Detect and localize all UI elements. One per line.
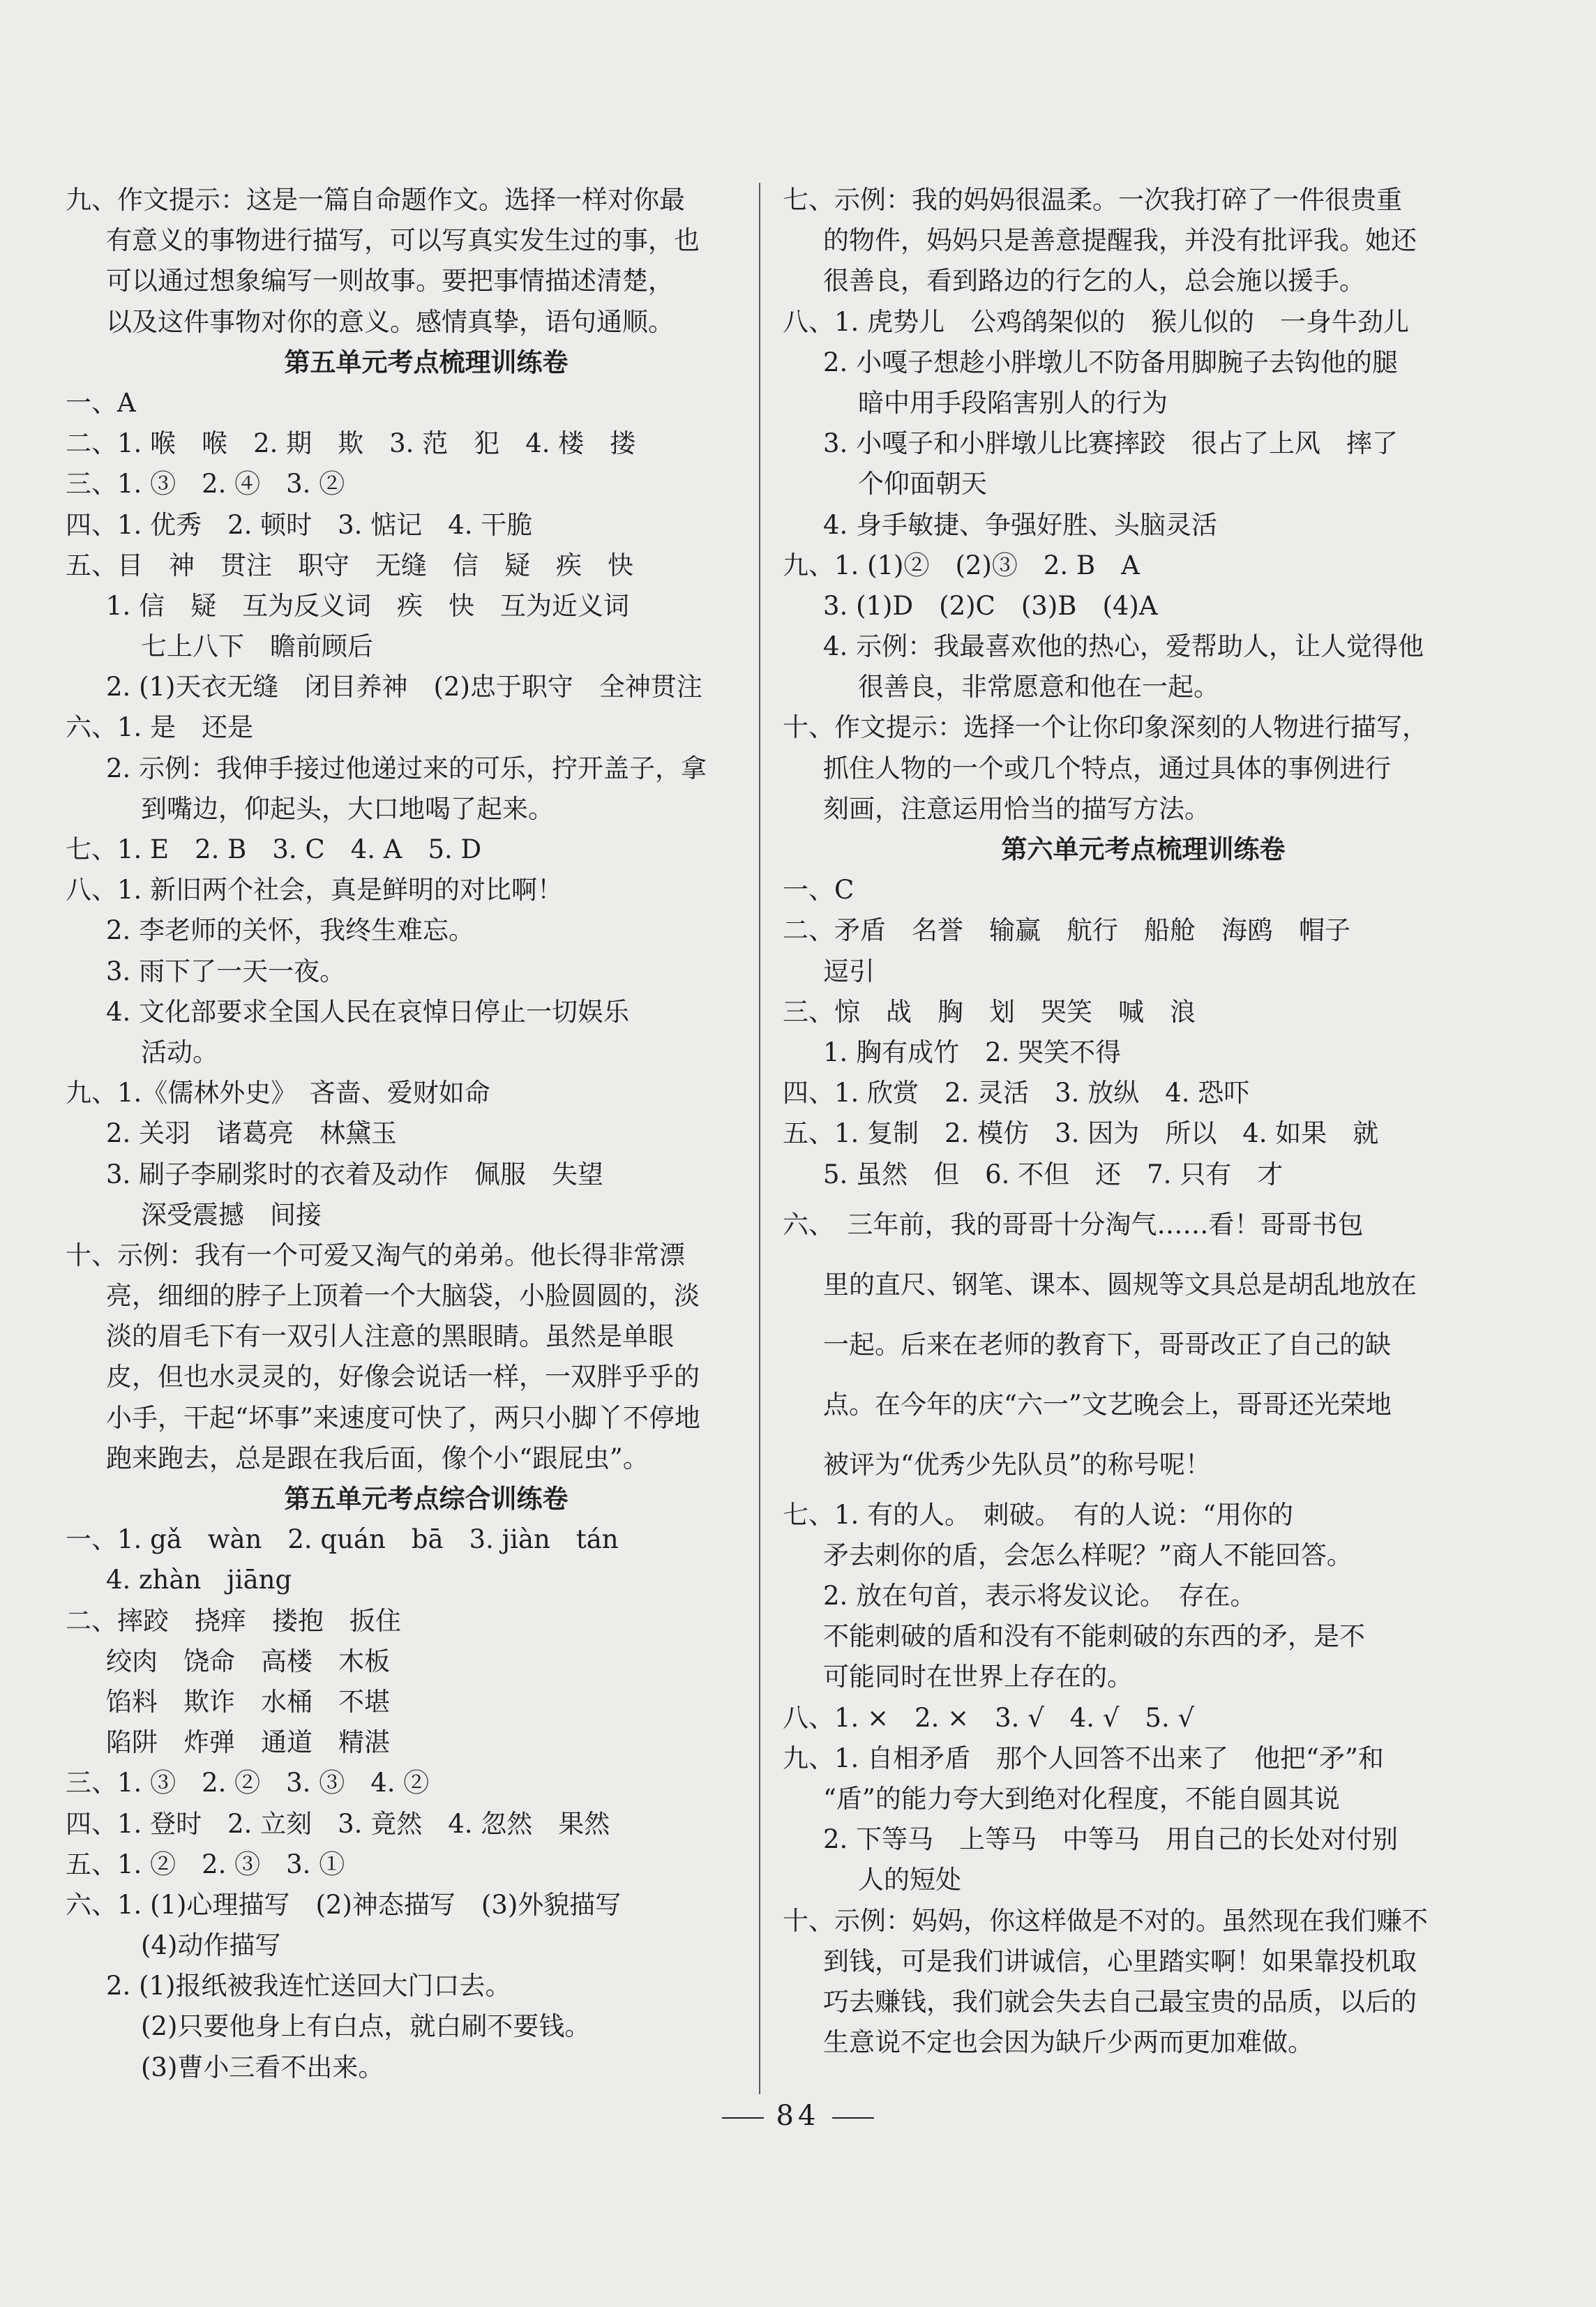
answer-line: 3. 刷子李刷浆时的衣着及动作 佩服 失望 [106, 1159, 604, 1189]
answer-line: 5. 虽然 但 6. 不但 还 7. 只有 才 [823, 1159, 1283, 1189]
answer-line: 二、1. 喉 喉 2. 期 欺 3. 范 犯 4. 楼 搂 [66, 428, 636, 459]
answer-line: (2)只要他身上有白点，就白刷不要钱。 [141, 2011, 591, 2042]
answer-line: 五、1. ② 2. ③ 3. ① [66, 1849, 345, 1879]
answer-line: 4. 示例：我最喜欢他的热心，爱帮助人，让人觉得他 [823, 631, 1424, 662]
answer-line: 八、1. 新旧两个社会，真是鲜明的对比啊！ [66, 875, 564, 905]
page-number: 84 [776, 2100, 820, 2132]
answer-line: 一起。后来在老师的教育下，哥哥改正了自己的缺 [823, 1329, 1391, 1360]
section-heading: 第五单元考点综合训练卷 [284, 1484, 569, 1514]
answer-line: 暗中用手段陷害别人的行为 [858, 387, 1168, 418]
answer-line: 被评为“优秀少先队员”的称号呢！ [823, 1449, 1211, 1480]
answer-line: 皮，但也水灵灵的，好像会说话一样，一双胖乎乎的 [106, 1362, 700, 1392]
answer-line: 1. 信 疑 互为反义词 疾 快 互为近义词 [106, 590, 630, 621]
answer-line: 七上八下 瞻前顾后 [141, 631, 373, 662]
answer-line: 点。在今年的庆“六一”文艺晚会上，哥哥还光荣地 [823, 1389, 1392, 1420]
answer-line: 2. 下等马 上等马 中等马 用自己的长处对付别 [823, 1824, 1399, 1855]
answer-line: 陷阱 炸弹 通道 精湛 [106, 1727, 390, 1758]
answer-line: 一、1. gǎ wàn 2. quán bā 3. jiàn tán [66, 1524, 619, 1555]
answer-line: 3. 小嘎子和小胖墩儿比赛摔跤 很占了上风 摔了 [823, 428, 1399, 459]
footer-dash-right [832, 2117, 874, 2119]
answer-line: 七、1. E 2. B 3. C 4. A 5. D [66, 834, 482, 864]
answer-line: 跑来跑去，总是跟在我后面，像个小“跟屁虫”。 [106, 1443, 649, 1473]
answer-line: 逗引 [823, 956, 875, 986]
answer-line: 有意义的事物进行描写，可以写真实发生过的事，也 [106, 225, 700, 256]
answer-line: 1. 胸有成竹 2. 哭笑不得 [823, 1037, 1122, 1067]
answer-line: 四、1. 欣赏 2. 灵活 3. 放纵 4. 恐吓 [783, 1078, 1250, 1109]
answer-line: 二、矛盾 名誉 输赢 航行 船舱 海鸥 帽子 [783, 915, 1350, 946]
answer-line: 2. (1)报纸被我连忙送回大门口去。 [106, 1971, 511, 2001]
answer-line: 八、1. × 2. × 3. √ 4. √ 5. √ [783, 1702, 1195, 1733]
section-heading: 第六单元考点梳理训练卷 [1001, 834, 1286, 864]
answer-line: 十、示例：妈妈，你这样做是不对的。虽然现在我们赚不 [783, 1905, 1428, 1936]
answer-line: 十、作文提示：选择一个让你印象深刻的人物进行描写， [783, 712, 1428, 743]
section-heading: 第五单元考点梳理训练卷 [284, 347, 569, 377]
answer-line: 2. 小嘎子想趁小胖墩儿不防备用脚腕子去钩他的腿 [823, 347, 1399, 377]
answer-line: 九、1. 自相矛盾 那个人回答不出来了 他把“矛”和 [783, 1743, 1384, 1773]
page-footer [0, 2100, 1596, 2132]
answer-line: 活动。 [141, 1037, 218, 1067]
answer-line: (4)动作描写 [141, 1930, 281, 1961]
answer-line: 可能同时在世界上存在的。 [823, 1662, 1133, 1692]
answer-line: 深受震撼 间接 [141, 1199, 322, 1230]
answer-line: 绞肉 饶命 高楼 木板 [106, 1646, 390, 1676]
answer-line: 四、1. 优秀 2. 顿时 3. 惦记 4. 干脆 [66, 509, 533, 540]
answer-line: 九、1. (1)② (2)③ 2. B A [783, 550, 1140, 580]
answer-line: 亮，细细的脖子上顶着一个大脑袋，小脸圆圆的，淡 [106, 1281, 700, 1312]
answer-line: 馅料 欺诈 水桶 不堪 [106, 1686, 390, 1717]
footer-dash-left [722, 2117, 764, 2119]
answer-line: 4. zhàn jiāng [106, 1565, 292, 1595]
answer-line: 六、1. (1)心理描写 (2)神态描写 (3)外貌描写 [66, 1889, 622, 1920]
left-column [66, 180, 787, 2088]
answer-line: 三、1. ③ 2. ② 3. ③ 4. ② [66, 1768, 430, 1798]
answer-line: 到嘴边，仰起头，大口地喝了起来。 [141, 793, 554, 824]
column-divider [759, 183, 760, 2094]
answer-line: 四、1. 登时 2. 立刻 3. 竟然 4. 忽然 果然 [66, 1808, 610, 1839]
answer-line: 刻画，注意运用恰当的描写方法。 [823, 793, 1210, 824]
right-column [783, 180, 1504, 2063]
answer-line: 生意说不定也会因为缺斤少两而更加难做。 [823, 2027, 1313, 2058]
answer-line: 3. (1)D (2)C (3)B (4)A [823, 590, 1158, 621]
answer-line: 六、1. 是 还是 [66, 712, 254, 743]
answer-line: 九、作文提示：这是一篇自命题作文。选择一样对你最 [66, 185, 685, 215]
answer-line: 五、1. 复制 2. 模仿 3. 因为 所以 4. 如果 就 [783, 1118, 1379, 1149]
answer-line: 矛去刺你的盾，会怎么样呢？”商人不能回答。 [823, 1540, 1353, 1570]
answer-line: 三、惊 战 胸 划 哭笑 喊 浪 [783, 996, 1196, 1027]
answer-line: 2. 李老师的关怀，我终生难忘。 [106, 915, 475, 946]
answer-line: 一、C [783, 875, 855, 905]
answer-line: 七、1. 有的人。 刺破。 有的人说：“用你的 [783, 1499, 1293, 1530]
answer-line: 二、摔跤 挠痒 搂抱 扳住 [66, 1605, 401, 1636]
answer-line: 4. 身手敏捷、争强好胜、头脑灵活 [823, 509, 1218, 540]
answer-line: 七、示例：我的妈妈很温柔。一次我打碎了一件很贵重 [783, 185, 1402, 215]
answer-line: 十、示例：我有一个可爱又淘气的弟弟。他长得非常漂 [66, 1240, 685, 1270]
answer-line: 小手，干起“坏事”来速度可快了，两只小脚丫不停地 [106, 1402, 700, 1433]
answer-line: 2. 放在句首，表示将发议论。 存在。 [823, 1581, 1256, 1611]
answer-line: 到钱，可是我们讲诚信，心里踏实啊！如果靠投机取 [823, 1946, 1417, 1976]
answer-line: 2. 示例：我伸手接过他递过来的可乐，拧开盖子，拿 [106, 753, 707, 783]
answer-line: 里的直尺、钢笔、课本、圆规等文具总是胡乱地放在 [823, 1269, 1417, 1300]
answer-line: 2. 关羽 诸葛亮 林黛玉 [106, 1118, 398, 1149]
answer-line: 淡的眉毛下有一双引人注意的黑眼睛。虽然是单眼 [106, 1321, 674, 1352]
answer-line: 个仰面朝天 [858, 469, 987, 499]
answer-line: 五、目 神 贯注 职守 无缝 信 疑 疾 快 [66, 550, 633, 580]
answer-line: 抓住人物的一个或几个特点，通过具体的事例进行 [823, 753, 1391, 783]
answer-line: (3)曹小三看不出来。 [141, 2052, 384, 2082]
answer-line: 可以通过想象编写一则故事。要把事情描述清楚， [106, 266, 674, 296]
answer-line: 六、 三年前，我的哥哥十分淘气……看！哥哥书包 [783, 1209, 1364, 1240]
answer-line: 很善良，看到路边的行乞的人，总会施以援手。 [823, 266, 1365, 296]
answer-line: 三、1. ③ 2. ④ 3. ② [66, 469, 345, 499]
answer-line: 很善良，非常愿意和他在一起。 [858, 672, 1219, 702]
answer-line: 不能刺破的盾和没有不能刺破的东西的矛，是不 [823, 1621, 1365, 1652]
answer-line: 八、1. 虎势儿 公鸡鹐架似的 猴儿似的 一身牛劲儿 [783, 306, 1410, 337]
answer-line: 九、1.《儒林外史》 吝啬、爱财如命 [66, 1078, 490, 1109]
answer-line: 3. 雨下了一天一夜。 [106, 956, 346, 986]
answer-line: 以及这件事物对你的意义。感情真挚，语句通顺。 [106, 306, 674, 337]
answer-line: 2. (1)天衣无缝 闭目养神 (2)忠于职守 全神贯注 [106, 672, 702, 702]
answer-line: “盾”的能力夸大到绝对化程度，不能自圆其说 [823, 1784, 1340, 1814]
answer-line: 巧去赚钱，我们就会失去自己最宝贵的品质，以后的 [823, 1986, 1417, 2017]
answer-line: 的物件，妈妈只是善意提醒我，并没有批评我。她还 [823, 225, 1417, 256]
answer-line: 一、A [66, 387, 136, 418]
answer-line: 人的短处 [858, 1865, 961, 1895]
answer-line: 4. 文化部要求全国人民在哀悼日停止一切娱乐 [106, 996, 630, 1027]
